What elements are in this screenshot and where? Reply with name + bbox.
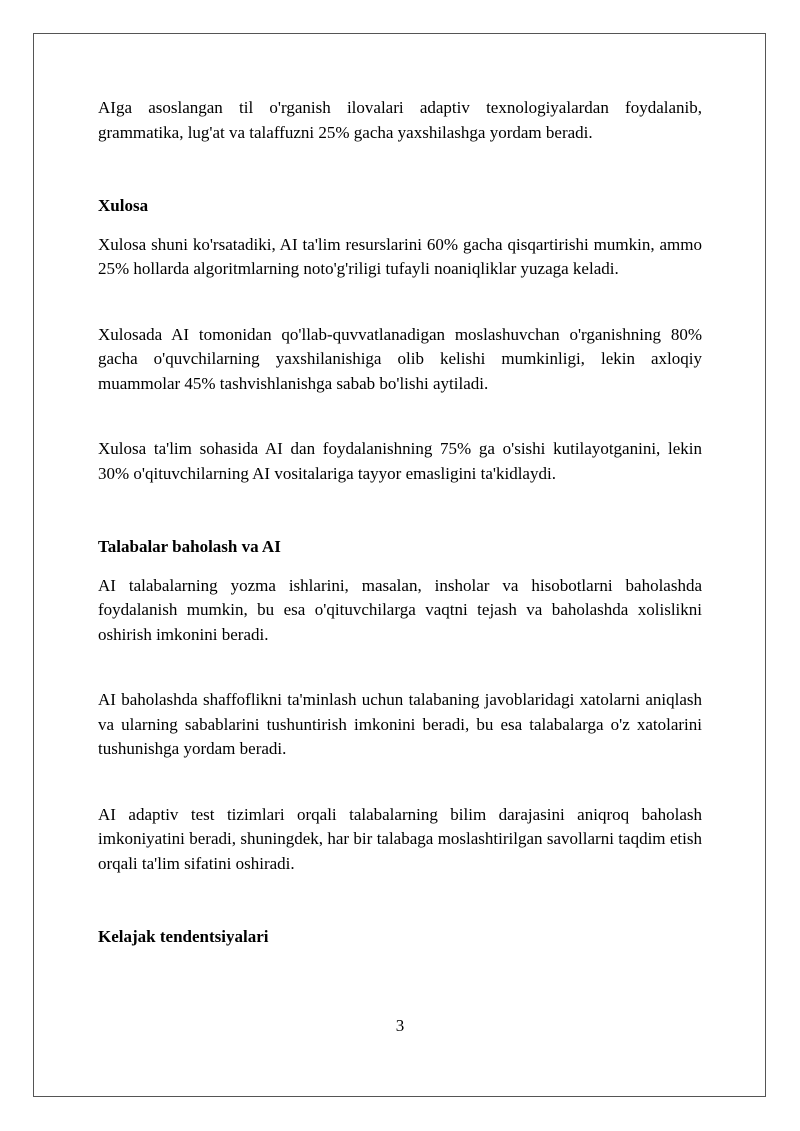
paragraph-transparency: AI baholashda shaffoflikni ta'minlash uchun talabaning javoblaridagi xatolarni aniqlash va ularning sabablarini tushuntirish imkonini beradi, bu esa talabalarga o'z xatolarini tushunishga yordam beradi. — [98, 690, 702, 758]
paragraph-resources: Xulosa shuni ko'rsatadiki, AI ta'lim resurslarini 60% gacha qisqartirishi mumkin, ammo 25% hollarda algoritmlarning noto'g'riligi tufayli noaniqliklar yuzaga keladi. — [98, 234, 702, 278]
heading-xulosa: Xulosa — [98, 196, 149, 215]
document-body — [98, 96, 702, 950]
paragraph-adaptive-learning: Xulosada AI tomonidan qo'llab-quvvatlanadigan moslashuvchan o'rganishning 80% gacha o'quvchilarning yaxshilanishiga olib kelishi mumkinligi, lekin axloqiy muammolar 45% tashvishlanishga sabab bo'lishi aytiladi. — [98, 324, 702, 393]
paragraph-adaptive-testing: AI adaptiv test tizimlari orqali talabalarning bilim darajasini aniqroq baholash imkoniyatini beradi, shuningdek, har bir talabaga moslashtirilgan savollarni taqdim etish orqali ta'lim sifatini oshiradi. — [98, 804, 702, 873]
paragraph-usage-growth: Xulosa ta'lim sohasida AI dan foydalanishning 75% ga o'sishi kutilayotganini, lekin 30% o'qituvchilarning AI vositalariga tayyor emasligini ta'kidlaydi. — [98, 439, 702, 483]
heading-student-assessment: Talabalar baholash va AI — [98, 537, 281, 556]
paragraph-language-apps: AIga asoslangan til o'rganish ilovalari adaptiv texnologiyalardan foydalanib, grammatika, lug'at va talaffuzni 25% gacha yaxshilashga yordam beradi. — [98, 98, 702, 142]
heading-future-trends: Kelajak tendentsiyalari — [98, 927, 269, 946]
page-number: 3 — [395, 1016, 405, 1035]
paragraph-written-work: AI talabalarning yozma ishlarini, masalan, insholar va hisobotlarni baholashda foydalanish mumkin, bu esa o'qituvchilarga vaqtni tejash va baholashda xolislikni oshirish imkonini beradi. — [98, 575, 702, 644]
